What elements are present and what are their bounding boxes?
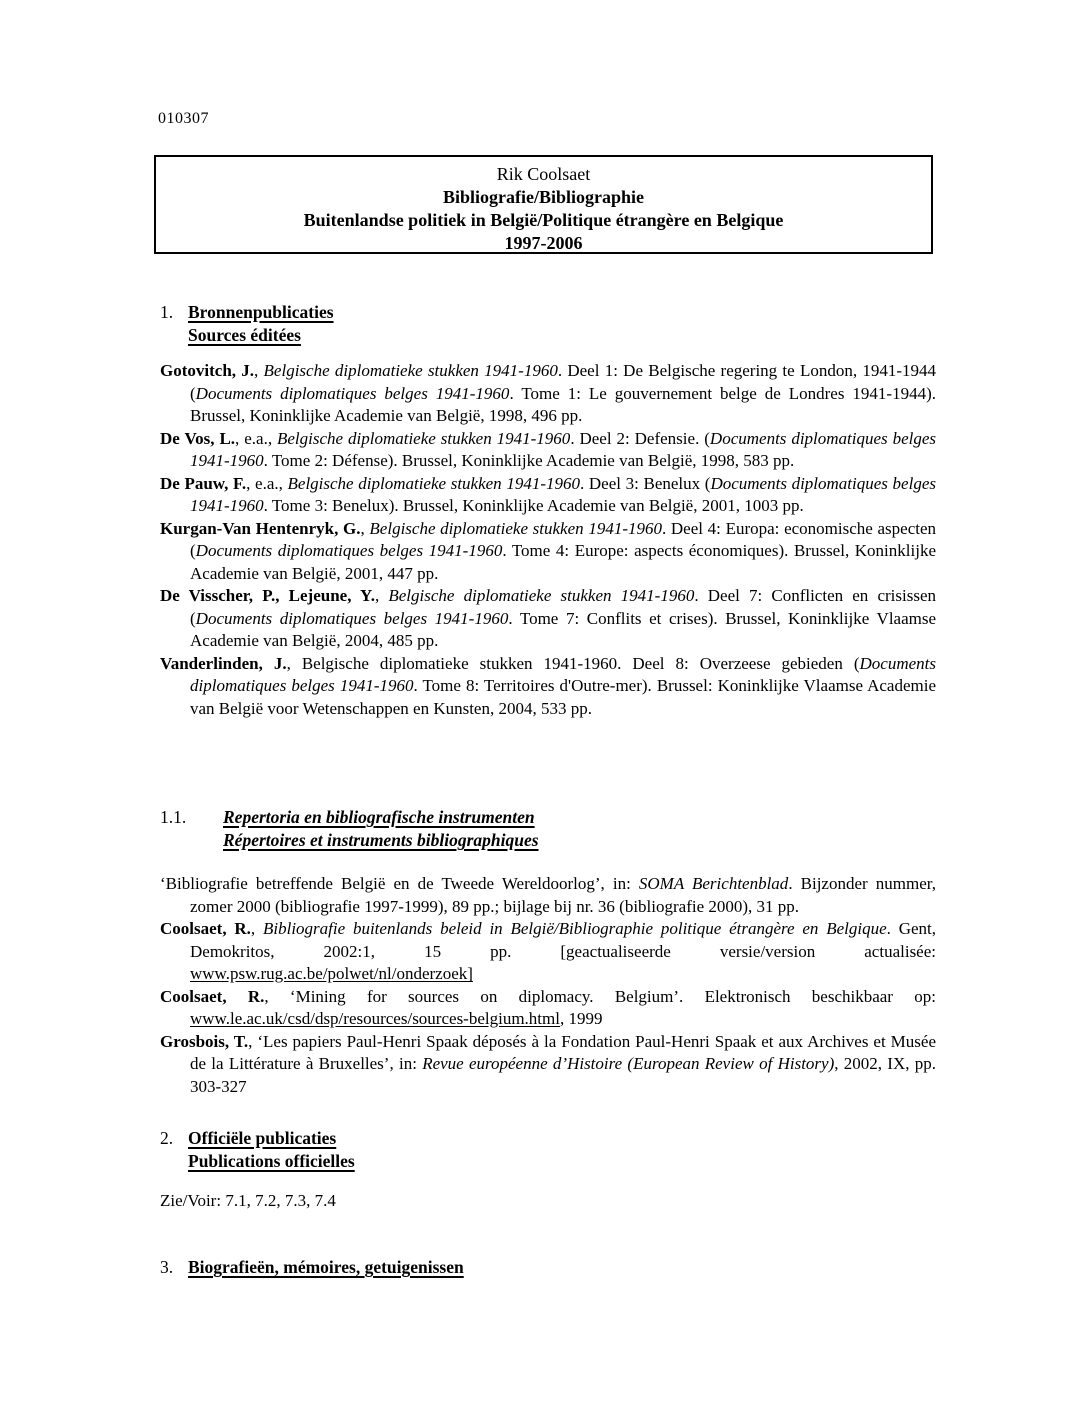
section-title-1 <box>188 301 334 347</box>
entry-text: Documents diplomatiques belges 1941-1960 <box>190 473 936 515</box>
entry-text: , 2002, IX, pp. 303-327 <box>190 1054 936 1096</box>
section-heading-2 <box>160 1127 355 1173</box>
entry-text: Documents diplomatiques belges 1941-1960 <box>190 653 936 695</box>
entry-text: , <box>360 518 370 538</box>
bibliography-entry <box>160 918 936 986</box>
section-number-2: 2. <box>160 1128 174 1148</box>
section-heading-1 <box>160 301 334 347</box>
bibliography-entry <box>160 653 936 721</box>
entry-text: , <box>254 361 264 380</box>
entry-text: , Belgische diplomatieke stukken 1941-1960. Deel 8: Overzeese gebieden ( <box>286 653 860 673</box>
entry-text: . Deel 7: Conflicten en crisissen ( <box>190 586 937 628</box>
entry-text: . Deel 2: Defensie. ( <box>570 428 710 448</box>
entry-text: . Tome 8: Territoires d'Outre-mer). Brussel: Koninklijke Vlaamse Academie van België voor Wetenschappen en Kunsten, 2004, 533 pp. <box>190 676 937 718</box>
entry-text: , <box>250 919 263 938</box>
bibliography-entry <box>160 473 936 518</box>
entry-text: Bibliografie buitenlands beleid in België/Bibliographie politique étrangère en Belgique <box>262 919 887 938</box>
section-number-3: 3. <box>160 1257 174 1277</box>
section-title-2 <box>188 1127 355 1173</box>
entry-text: Documents diplomatiques belges 1941-1960 <box>195 608 509 628</box>
entry-author: Coolsaet, R. <box>160 919 251 938</box>
entry-text: . Tome 2: Défense). Brussel, Koninklijke Academie van België, 1998, 583 pp. <box>263 451 795 470</box>
entry-text: Revue européenne d’Histoire (European Review of History) <box>422 1054 835 1073</box>
entry-text: Belgische diplomatieke stukken 1941-1960 <box>369 518 662 538</box>
entry-text: . Bijzonder nummer, zomer 2000 (bibliografie 1997-1999), 89 pp.; bijlage bij nr. 36 (bibliografie 2000), 31 pp. <box>190 874 936 916</box>
title-author: Rik Coolsaet <box>496 164 591 184</box>
bibliography-entry <box>160 585 936 653</box>
section-title-line: Publications officielles <box>188 1151 355 1171</box>
section-title-line: Officiële publicaties <box>188 1128 337 1148</box>
entry-author: Coolsaet, R. <box>160 986 265 1006</box>
entry-author: Gotovitch, J. <box>160 361 255 380</box>
url-link[interactable]: www.le.ac.uk/csd/dsp/resources/sources-belgium.html <box>190 1009 560 1028</box>
section-heading-3 <box>160 1256 464 1279</box>
entry-author: De Pauw, F. <box>160 473 247 493</box>
bibliography-list-sources <box>160 360 936 720</box>
entry-author: Vanderlinden, J. <box>160 653 287 673</box>
bibliography-entry <box>160 428 936 473</box>
entry-text: Documents diplomatiques belges 1941-1960 <box>195 383 510 403</box>
entry-author: Kurgan-Van Hentenryk, G. <box>160 518 361 538</box>
entry-text: . Tome 4: Europe: aspects économiques). Brussel, Koninklijke Academie van België, 2001, 447 pp. <box>190 541 936 583</box>
entry-text: , <box>374 586 389 605</box>
bibliography-list-repertoria <box>160 873 936 1098</box>
entry-text: , 1999 <box>559 1009 603 1028</box>
entry-text: Belgische diplomatieke stukken 1941-1960 <box>263 361 558 380</box>
bibliography-entry <box>160 360 936 428</box>
entry-text: . Deel 4: Europa: economische aspecten ( <box>190 518 937 560</box>
entry-text: . Tome 3: Benelux). Brussel, Koninklijke Academie van België, 2001, 1003 pp. <box>263 496 804 515</box>
entry-text: Belgische diplomatieke stukken 1941-1960 <box>287 473 580 493</box>
entry-text: . Tome 7: Conflits et crises). Brussel, Koninklijke Vlaamse Academie van België, 2004, 485 pp. <box>190 608 937 650</box>
bibliography-entry <box>160 873 936 918</box>
entry-text: SOMA Berichtenblad <box>638 874 789 893</box>
entry-text: , ‘Les papiers Paul-Henri Spaak déposés à la Fondation Paul-Henri Spaak et aux Archives et Musée de la Littérature à Bruxelles’, in: <box>190 1031 936 1073</box>
bibliography-entry <box>160 986 936 1031</box>
entry-author: De Vos, L. <box>160 428 236 448</box>
section-title-3 <box>188 1256 464 1279</box>
section-title-line: Biografieën, mémoires, getuigenissen <box>188 1257 464 1277</box>
section-title-line: Répertoires et instruments bibliographiques <box>223 830 539 850</box>
section-heading-1-1 <box>160 806 539 852</box>
entry-author: Grosbois, T. <box>160 1031 249 1051</box>
section-title-line: Sources éditées <box>188 325 301 345</box>
entry-text: , e.a., <box>235 428 277 448</box>
url-link[interactable]: www.psw.rug.ac.be/polwet/nl/onderzoek] <box>190 964 473 983</box>
section-title-line: Bronnenpublicaties <box>188 302 334 322</box>
entry-text: , ‘Mining for sources on diplomacy. Belgium’. Elektronisch beschikbaar op: <box>264 986 936 1006</box>
entry-text: Documents diplomatiques belges 1941-1960 <box>195 541 503 560</box>
entry-text: . Tome 1: Le gouvernement belge de Londres 1941-1944). Brussel, Koninklijke Academie van België, 1998, 496 pp. <box>190 383 936 425</box>
entry-text: . Deel 1: De Belgische regering te London, 1941-1944 ( <box>190 361 937 403</box>
title-subtitle: Buitenlandse politiek in België/Politique étrangère en Belgique <box>303 210 784 230</box>
entry-text: Belgische diplomatieke stukken 1941-1960 <box>388 586 695 605</box>
entry-author: De Visscher, P., Lejeune, Y. <box>160 586 375 605</box>
title-years: 1997-2006 <box>504 233 583 253</box>
section-title-line: Repertoria en bibliografische instrumenten <box>223 807 535 827</box>
section-title-1-1 <box>223 806 539 852</box>
section-number-1: 1. <box>160 302 174 322</box>
entry-text: , e.a., <box>246 473 288 493</box>
title-box <box>154 155 933 254</box>
entry-text: . Deel 3: Benelux ( <box>579 473 711 493</box>
bibliography-entry <box>160 518 936 586</box>
doc-number: 010307 <box>158 110 209 127</box>
entry-text: Belgische diplomatieke stukken 1941-1960 <box>277 428 571 448</box>
entry-text: . Gent, Demokritos, 2002:1, 15 pp. [geactualiseerde versie/version actualisée: <box>190 919 937 961</box>
see-also-note: Zie/Voir: 7.1, 7.2, 7.3, 7.4 <box>160 1191 336 1210</box>
bibliography-entry <box>160 1031 936 1099</box>
title-main: Bibliografie/Bibliographie <box>442 187 644 207</box>
entry-text: Documents diplomatiques belges 1941-1960 <box>190 428 937 470</box>
entry-text: ‘Bibliografie betreffende België en de Tweede Wereldoorlog’, in: <box>160 874 639 893</box>
section-number-1-1: 1.1. <box>160 807 187 827</box>
